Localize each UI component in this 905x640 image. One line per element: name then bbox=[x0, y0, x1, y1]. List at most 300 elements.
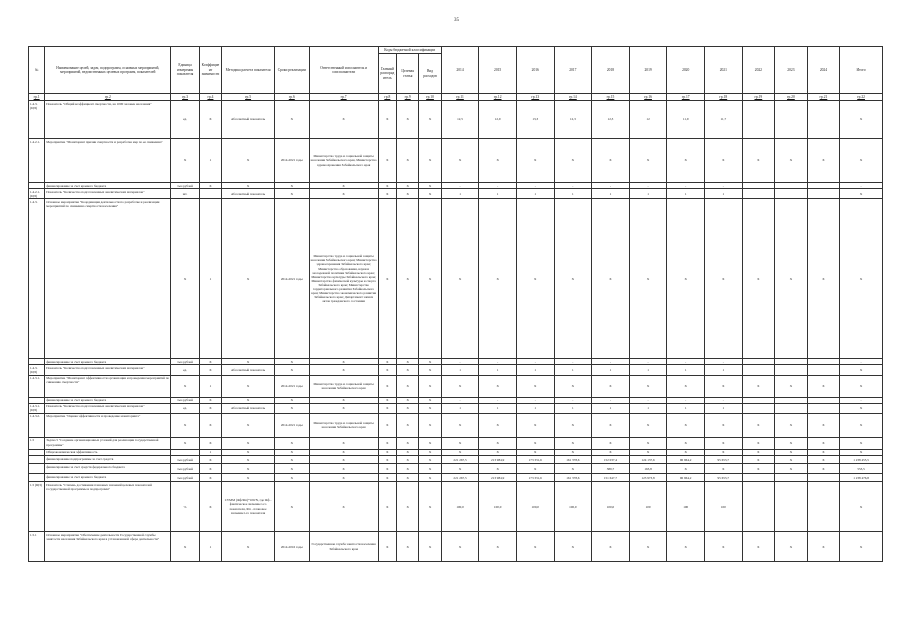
table-cell: ед. bbox=[171, 403, 199, 413]
table-cell: Х bbox=[396, 189, 418, 199]
table-cell: 1 bbox=[441, 365, 479, 375]
table-cell: Х bbox=[309, 464, 378, 474]
table-cell: Х bbox=[419, 482, 441, 532]
header-year: 2019 bbox=[629, 47, 667, 94]
table-cell bbox=[807, 365, 840, 375]
table-cell: - bbox=[704, 397, 742, 403]
table-cell: Х bbox=[419, 456, 441, 464]
table-cell: Х bbox=[419, 437, 441, 449]
table-cell: Х bbox=[378, 437, 396, 449]
table-cell: Х bbox=[378, 449, 396, 455]
table-cell: 100,0 bbox=[441, 482, 479, 532]
table-cell: 1.4.3.1. bbox=[29, 375, 45, 397]
table-cell: 161 378,6 bbox=[554, 456, 592, 464]
table-cell: - bbox=[516, 183, 554, 189]
table-cell: Х bbox=[378, 474, 396, 482]
table-cell: Х bbox=[516, 532, 554, 562]
table-cell: 12,3 bbox=[592, 101, 630, 139]
table-cell bbox=[775, 403, 808, 413]
table-cell: - bbox=[840, 359, 883, 365]
table-cell: 1.4.3. (ЦП) bbox=[29, 365, 45, 375]
table-cell: 12,9 bbox=[479, 101, 517, 139]
table-row bbox=[29, 482, 883, 532]
table-cell: Х bbox=[378, 403, 396, 413]
table-cell: Показатель "Количество подготовленных аналитических материалов" bbox=[45, 403, 171, 413]
header-kbk-type: Вид расходов bbox=[419, 54, 441, 94]
table-cell: Х bbox=[554, 464, 592, 474]
table-row bbox=[29, 139, 883, 183]
budget-table bbox=[28, 46, 883, 562]
table-cell: Х bbox=[554, 437, 592, 449]
table-cell: Х bbox=[275, 403, 310, 413]
table-cell: Х bbox=[479, 199, 517, 359]
table-cell: 221 267,5 bbox=[441, 474, 479, 482]
table-cell: Х bbox=[592, 449, 630, 455]
table-cell: Министерство труда и социальной защиты населения Забайкальского края bbox=[309, 413, 378, 437]
table-cell: Х bbox=[275, 456, 310, 464]
table-cell: Х bbox=[378, 413, 396, 437]
table-cell: Х bbox=[199, 397, 221, 403]
table-cell: Х bbox=[378, 456, 396, 464]
header-year: 2024 bbox=[807, 47, 840, 94]
table-cell: Государственная служба занятости населения Забайкальского края bbox=[309, 532, 378, 562]
column-number: гр.19 bbox=[742, 94, 775, 101]
table-cell: 100 bbox=[704, 482, 742, 532]
table-cell: Х bbox=[222, 397, 275, 403]
table-cell: Х bbox=[479, 464, 517, 474]
header-kbk: Коды бюджетной классификации bbox=[378, 47, 441, 54]
table-cell: 163,8 bbox=[629, 464, 667, 474]
table-cell: Х bbox=[309, 189, 378, 199]
table-cell: Х bbox=[222, 464, 275, 474]
table-cell: ед. bbox=[171, 365, 199, 375]
table-cell: Х bbox=[592, 532, 630, 562]
table-cell: Х bbox=[479, 437, 517, 449]
table-cell bbox=[775, 474, 808, 482]
table-cell: 2014-2021 годы bbox=[275, 375, 310, 397]
table-cell: 1.5.1 bbox=[29, 532, 45, 562]
table-cell: 1 bbox=[199, 139, 221, 183]
table-cell: Х bbox=[807, 464, 840, 474]
table-cell: Х bbox=[378, 397, 396, 403]
header-unit: Единица измерения показателя bbox=[171, 47, 199, 94]
table-cell: Х bbox=[807, 375, 840, 397]
table-cell: Мероприятие "Мониторинг причин смертности и разработка мер по ее снижению" bbox=[45, 139, 171, 183]
table-cell: - bbox=[667, 359, 705, 365]
table-cell: Х bbox=[396, 532, 418, 562]
table-cell bbox=[807, 482, 840, 532]
table-cell: Х bbox=[309, 101, 378, 139]
table-cell: 95 653,7 bbox=[704, 456, 742, 464]
table-cell: 100,0 bbox=[479, 482, 517, 532]
table-cell: Х bbox=[199, 482, 221, 532]
table-cell: Х bbox=[775, 456, 808, 464]
table-cell: Х bbox=[378, 365, 396, 375]
column-number-row bbox=[29, 94, 883, 101]
table-cell bbox=[775, 189, 808, 199]
table-cell: Х bbox=[171, 139, 199, 183]
table-cell: Х bbox=[840, 375, 883, 397]
table-cell: Х bbox=[840, 101, 883, 139]
table-cell bbox=[742, 189, 775, 199]
table-cell: финансирование за счет средств федерального бюджета bbox=[45, 464, 171, 474]
table-cell: Показатель "Общий коэффициент смертности, на 1000 человек населения" bbox=[45, 101, 171, 139]
table-cell: Х bbox=[840, 365, 883, 375]
table-cell: Х bbox=[199, 359, 221, 365]
table-cell: Х bbox=[419, 403, 441, 413]
table-cell: Х bbox=[419, 397, 441, 403]
table-cell: Х bbox=[516, 375, 554, 397]
table-cell: 152 037,4 bbox=[592, 456, 630, 464]
header-year: 2023 bbox=[775, 47, 808, 94]
table-cell: Х bbox=[775, 449, 808, 455]
table-cell: % bbox=[171, 482, 199, 532]
table-cell: Х bbox=[742, 375, 775, 397]
table-cell: Х bbox=[704, 375, 742, 397]
table-cell: Х bbox=[419, 464, 441, 474]
table-cell: Министерство труда и социальной защиты населения Забайкальского края bbox=[309, 375, 378, 397]
table-cell: 100,0 bbox=[516, 482, 554, 532]
table-cell: 1 bbox=[479, 403, 517, 413]
table-cell: Х bbox=[742, 464, 775, 474]
column-number: гр.18 bbox=[704, 94, 742, 101]
table-row bbox=[29, 413, 883, 437]
column-number: гр.3 bbox=[171, 94, 199, 101]
table-cell: - bbox=[667, 183, 705, 189]
header-year: 2015 bbox=[479, 47, 517, 94]
table-cell: Х bbox=[840, 403, 883, 413]
table-cell: 2014-2021 годы bbox=[275, 199, 310, 359]
table-cell: 1 bbox=[554, 189, 592, 199]
table-cell: Х bbox=[275, 365, 310, 375]
table-cell: Х bbox=[199, 474, 221, 482]
table-cell: - bbox=[479, 397, 517, 403]
column-number: гр.1 bbox=[29, 94, 45, 101]
table-cell: Х bbox=[840, 413, 883, 437]
table-cell: Х bbox=[592, 413, 630, 437]
table-cell: Х bbox=[554, 449, 592, 455]
table-cell: 1 bbox=[592, 365, 630, 375]
table-cell: Х bbox=[378, 183, 396, 189]
table-cell: Х bbox=[629, 199, 667, 359]
table-cell: Х bbox=[667, 464, 705, 474]
table-row bbox=[29, 101, 883, 139]
table-cell: Х bbox=[378, 482, 396, 532]
table-cell: Х bbox=[378, 359, 396, 365]
table-cell: Х bbox=[378, 101, 396, 139]
header-kbk-target: Целевая статья bbox=[396, 54, 418, 94]
table-cell: 95 653,7 bbox=[704, 474, 742, 482]
table-cell: 389,7 bbox=[592, 464, 630, 474]
table-cell: Х bbox=[419, 139, 441, 183]
table-cell: Х bbox=[441, 437, 479, 449]
column-number: гр.9 bbox=[396, 94, 418, 101]
table-cell: Х bbox=[441, 532, 479, 562]
table-cell: Х bbox=[275, 183, 310, 189]
table-cell: Х bbox=[667, 532, 705, 562]
table-cell: Х bbox=[419, 375, 441, 397]
header-year: 2022 bbox=[742, 47, 775, 94]
table-cell: Х bbox=[667, 375, 705, 397]
table-cell: - bbox=[554, 359, 592, 365]
table-row bbox=[29, 456, 883, 464]
table-cell: Х bbox=[275, 359, 310, 365]
table-cell: Х bbox=[807, 413, 840, 437]
column-number: гр.5 bbox=[222, 94, 275, 101]
table-cell: Х bbox=[667, 449, 705, 455]
table-cell: Х bbox=[775, 437, 808, 449]
table-cell bbox=[742, 482, 775, 532]
table-cell: 12 bbox=[629, 101, 667, 139]
table-cell: Х bbox=[222, 437, 275, 449]
table-cell: Абсолютный показатель bbox=[222, 189, 275, 199]
table-cell: тыс.рублей bbox=[171, 359, 199, 365]
table-cell: 2014-2021 годы bbox=[275, 139, 310, 183]
table-cell: Министерство труда и социальной защиты населения Забайкальского края; Министерство здравоохранения Забайкальского края; Министерство образования, науки и молодежной политики Забайкальского края; Министерство культуры Забайкальского края; Министерство физической культуры и спорта Забайкальского края; Министерство территориального развития Забайкальского края; Министерство экономического развития Забайкальского края; Департамент записи актов гражданского состояния bbox=[309, 199, 378, 359]
table-cell: Х bbox=[479, 375, 517, 397]
table-cell: - bbox=[592, 359, 630, 365]
table-cell: 100,0 bbox=[554, 482, 592, 532]
table-cell: - bbox=[554, 397, 592, 403]
table-cell: Х bbox=[775, 464, 808, 474]
table-cell: Х bbox=[222, 359, 275, 365]
table-cell: 1 bbox=[667, 403, 705, 413]
table-cell: ед. bbox=[171, 101, 199, 139]
table-cell: Х bbox=[629, 437, 667, 449]
table-cell: 100 bbox=[629, 482, 667, 532]
table-cell: Х bbox=[275, 464, 310, 474]
table-cell: - bbox=[441, 359, 479, 365]
table-cell: - bbox=[554, 183, 592, 189]
table-cell: Х bbox=[222, 375, 275, 397]
table-cell: Х bbox=[742, 199, 775, 359]
table-cell: Х bbox=[396, 101, 418, 139]
column-number: гр.11 bbox=[441, 94, 479, 101]
table-cell: 100 bbox=[667, 482, 705, 532]
table-cell: - bbox=[667, 397, 705, 403]
table-cell bbox=[742, 403, 775, 413]
table-cell: 96 964,2 bbox=[667, 474, 705, 482]
table-cell: Х bbox=[396, 474, 418, 482]
table-cell: Х bbox=[309, 456, 378, 464]
table-cell: - bbox=[516, 397, 554, 403]
table-cell: тыс.рублей bbox=[171, 464, 199, 474]
table-cell: тыс.рублей bbox=[171, 474, 199, 482]
table-cell: 1.4.3.1. (ЦП) bbox=[29, 403, 45, 413]
header-coef: Коэффициент значимости bbox=[199, 47, 221, 94]
table-cell: Мероприятие "Мониторинг эффективности организации и проведения мероприятий по снижению смертности" bbox=[45, 375, 171, 397]
table-cell: Министерство труда и социальной защиты населения Забайкальского края, Министерство здравоохранения Забайкальского края bbox=[309, 139, 378, 183]
table-cell: Х bbox=[222, 139, 275, 183]
table-cell: 96 964,2 bbox=[667, 456, 705, 464]
table-cell: Х bbox=[441, 139, 479, 183]
table-cell: Х bbox=[396, 464, 418, 474]
table-cell: - bbox=[704, 183, 742, 189]
table-cell: Х bbox=[199, 464, 221, 474]
table-cell: Х bbox=[704, 139, 742, 183]
table-cell: Х bbox=[419, 199, 441, 359]
table-cell: 100,0 bbox=[592, 482, 630, 532]
table-cell: Абсолютный показатель bbox=[222, 365, 275, 375]
table-cell: Х bbox=[419, 183, 441, 189]
table-cell: 12,3 bbox=[554, 101, 592, 139]
table-cell: тыс.рублей bbox=[171, 456, 199, 464]
table-cell: 1 bbox=[441, 189, 479, 199]
table-cell: Х bbox=[309, 474, 378, 482]
table-cell: Х bbox=[199, 183, 221, 189]
table-cell: Х bbox=[742, 139, 775, 183]
table-cell: Х bbox=[378, 199, 396, 359]
table-cell bbox=[775, 101, 808, 139]
table-cell: Х bbox=[840, 532, 883, 562]
table-cell: 1.5 (ЦП) bbox=[29, 482, 45, 532]
table-cell: 1 238 476,8 bbox=[840, 474, 883, 482]
table-cell: - bbox=[592, 183, 630, 189]
table-cell: Х bbox=[275, 474, 310, 482]
table-cell: Х bbox=[396, 437, 418, 449]
table-cell: Х bbox=[396, 449, 418, 455]
table-cell: Х bbox=[309, 359, 378, 365]
column-number: гр.20 bbox=[775, 94, 808, 101]
header-year: 2014 bbox=[441, 47, 479, 94]
table-cell: финансирование подпрограммы за счет средств bbox=[45, 456, 171, 464]
table-cell: 1 bbox=[554, 403, 592, 413]
table-cell: Общеэкономическая эффективность bbox=[45, 449, 171, 455]
header-kbk-main: Главный распорядитель bbox=[378, 54, 396, 94]
table-cell bbox=[742, 474, 775, 482]
table-cell: - bbox=[441, 397, 479, 403]
table-cell: Х bbox=[629, 413, 667, 437]
table-cell bbox=[199, 189, 221, 199]
table-cell: Х bbox=[419, 365, 441, 375]
table-cell bbox=[29, 456, 45, 464]
table-cell: финансирование за счет краевого бюджета bbox=[45, 183, 171, 189]
table-cell: Х bbox=[554, 375, 592, 397]
column-number: гр.21 bbox=[807, 94, 840, 101]
table-row bbox=[29, 375, 883, 397]
column-number: гр.17 bbox=[667, 94, 705, 101]
column-number: гр.8 bbox=[378, 94, 396, 101]
table-cell: Х bbox=[199, 365, 221, 375]
header-name: Наименование целей, задач, подпрограмм, основных мероприятий, мероприятий, ведомственных целевых программ, показателей bbox=[45, 47, 171, 94]
table-cell: Х bbox=[441, 464, 479, 474]
table-cell: - bbox=[840, 183, 883, 189]
table-cell: Х bbox=[704, 199, 742, 359]
page-number: 35 bbox=[454, 18, 459, 23]
table-cell: 213 984,9 bbox=[479, 456, 517, 464]
table-cell bbox=[742, 365, 775, 375]
table-cell: - bbox=[441, 183, 479, 189]
table-cell: Х bbox=[199, 413, 221, 437]
table-cell: Х bbox=[479, 532, 517, 562]
table-cell: Х bbox=[419, 359, 441, 365]
table-cell: 1 bbox=[516, 403, 554, 413]
table-cell: Х bbox=[171, 375, 199, 397]
table-cell: 1 bbox=[479, 365, 517, 375]
table-cell: 553,5 bbox=[840, 464, 883, 474]
column-number: гр.14 bbox=[554, 94, 592, 101]
table-cell: Х bbox=[516, 139, 554, 183]
header-resp: Ответственный исполнитель и соисполнители bbox=[309, 47, 378, 94]
table-cell: Х bbox=[396, 139, 418, 183]
table-cell: 2014-2016 годы bbox=[275, 532, 310, 562]
table-cell bbox=[807, 403, 840, 413]
table-cell: Х bbox=[396, 375, 418, 397]
table-cell: Х bbox=[396, 183, 418, 189]
column-number: гр.10 bbox=[419, 94, 441, 101]
table-cell: 1 bbox=[704, 365, 742, 375]
table-cell: Х bbox=[629, 375, 667, 397]
table-cell: Х bbox=[396, 456, 418, 464]
table-cell: Х bbox=[396, 397, 418, 403]
header-terms: Сроки реализации bbox=[275, 47, 310, 94]
table-cell: Х bbox=[199, 101, 221, 139]
header-year: 2016 bbox=[516, 47, 554, 94]
table-cell: шт. bbox=[171, 189, 199, 199]
table-cell: Х bbox=[309, 365, 378, 375]
table-cell: СУММ (Фф/Фп)*100/N, где Фф - фактическое значение i-го показателя, Фп - плановое значение i-го показателя bbox=[222, 482, 275, 532]
header-year: 2020 bbox=[667, 47, 705, 94]
table-cell: Х bbox=[275, 189, 310, 199]
table-cell: 1.5 bbox=[29, 437, 45, 449]
table-cell: Х bbox=[742, 413, 775, 437]
table-cell: Х bbox=[378, 189, 396, 199]
table-cell: - bbox=[704, 359, 742, 365]
table-cell: 124 137,6 bbox=[629, 456, 667, 464]
table-cell: Х bbox=[441, 449, 479, 455]
table-cell: 11,7 bbox=[704, 101, 742, 139]
table-row bbox=[29, 474, 883, 482]
table-cell: Х bbox=[419, 101, 441, 139]
table-cell: Х bbox=[807, 449, 840, 455]
table-cell: Х bbox=[554, 532, 592, 562]
table-cell: Х bbox=[275, 437, 310, 449]
table-cell: Х bbox=[171, 199, 199, 359]
table-cell: Х bbox=[775, 413, 808, 437]
table-cell: 1 bbox=[704, 403, 742, 413]
table-cell: Задача 5 "Создание организационных условий для реализации государственной программы" bbox=[45, 437, 171, 449]
table-cell: Х bbox=[840, 482, 883, 532]
table-cell bbox=[807, 101, 840, 139]
table-cell: 161 378,6 bbox=[554, 474, 592, 482]
column-number: гр.12 bbox=[479, 94, 517, 101]
table-cell: Х bbox=[704, 464, 742, 474]
table-row bbox=[29, 365, 883, 375]
table-cell: - bbox=[516, 359, 554, 365]
table-cell: Абсолютный показатель bbox=[222, 101, 275, 139]
table-cell: Х bbox=[667, 199, 705, 359]
table-cell: Х bbox=[222, 474, 275, 482]
table-cell: Х bbox=[775, 375, 808, 397]
table-cell bbox=[29, 464, 45, 474]
table-cell: Х bbox=[807, 532, 840, 562]
table-cell: Х bbox=[309, 449, 378, 455]
table-cell: Х bbox=[775, 532, 808, 562]
table-cell: Х bbox=[396, 365, 418, 375]
table-cell: тыс.рублей bbox=[171, 397, 199, 403]
table-cell: Х bbox=[309, 482, 378, 532]
table-cell: Х bbox=[592, 199, 630, 359]
table-cell: 1 bbox=[199, 199, 221, 359]
table-cell: Х bbox=[742, 437, 775, 449]
column-number: гр.22 bbox=[840, 94, 883, 101]
table-cell: Х bbox=[840, 189, 883, 199]
table-cell: 1 bbox=[199, 375, 221, 397]
table-cell bbox=[775, 365, 808, 375]
header-year: 2021 bbox=[704, 47, 742, 94]
header-total: Итого bbox=[840, 47, 883, 94]
column-number: гр.16 bbox=[629, 94, 667, 101]
